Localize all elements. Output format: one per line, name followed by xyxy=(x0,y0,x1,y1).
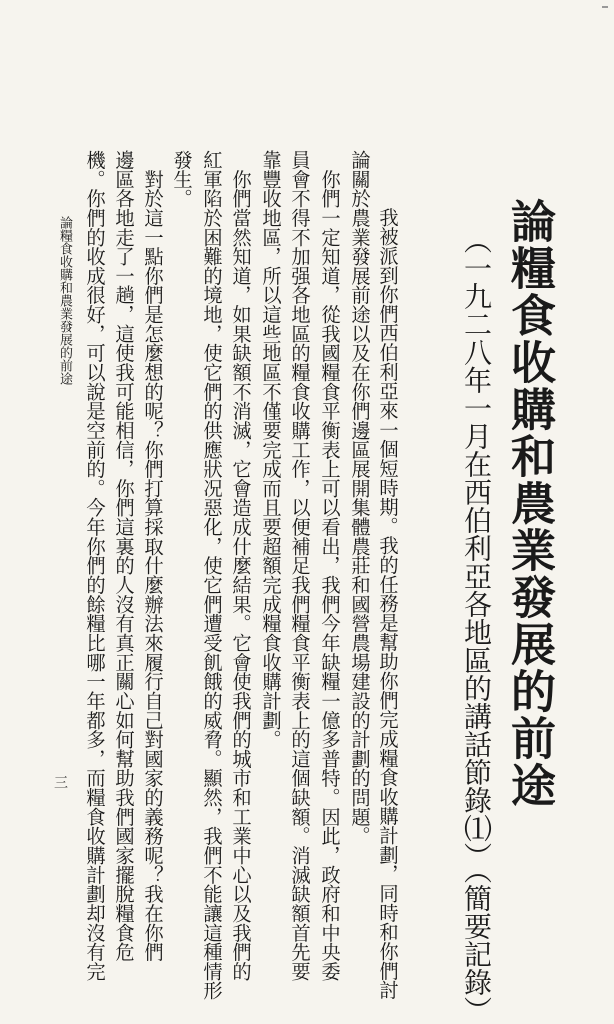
body-column: 你們當然知道，如果缺額不消滅，它會造成什麼結果。它會使我們的城市和工業中心以及我們的 xyxy=(229,150,252,981)
body-column: 發生。 xyxy=(170,150,193,208)
body-column: 機。你們的收成很好，可以說是空前的。今年你們的餘糧比哪一年都多，而糧食收購計劃却沒有完 xyxy=(83,150,106,981)
body-column: 你們一定知道，從我國糧食平衡表上可以看出，我們今年缺糧一億多普特。因此，政府和中央委 xyxy=(318,150,341,981)
body-column: 靠豐收地區，所以這些地區不僅要完成而且要超額完成糧食收購計劃。 xyxy=(259,150,282,749)
body-column: 我被派到你們西伯利亞來一個短時期。我的任務是幫助你們完成糧食收購計劃，同時和你們討 xyxy=(376,188,399,1000)
body-column: 員會不得不加强各地區的糧食收購工作，以便補足我們糧食平衡表上的這個缺額。消滅缺額首先要 xyxy=(288,150,311,981)
body-column: 邊區各地走了一趟，這使我可能相信，你們這裏的人沒有真正關心如何幫助我們國家擺脫糧食危 xyxy=(112,150,135,962)
article-title: 論糧食收購和農業發展的前途 xyxy=(503,198,556,809)
running-header: 論糧食收購和農業發展的前途 xyxy=(57,216,72,385)
page-number: 三 xyxy=(52,775,68,789)
body-column: 對於這一點你們是怎麼想的呢？你們打算採取什麼辦法來履行自己對國家的義務呢？我在你們 xyxy=(141,150,164,962)
body-column: 論關於農業發展前途以及在你們邊區展開集體農莊和國營農場建設的計劃的問題。 xyxy=(348,150,371,846)
article-subtitle: （一九二八年一月在西伯利亞各地區的講話節錄⑴）（簡要記錄） xyxy=(460,226,493,1024)
scan-speck xyxy=(602,6,608,8)
body-column: 紅軍陷於困難的境地，使它們的供應狀况惡化，使它們遭受飢餓的威脅。顯然，我們不能讓這種情形 xyxy=(200,150,223,1001)
